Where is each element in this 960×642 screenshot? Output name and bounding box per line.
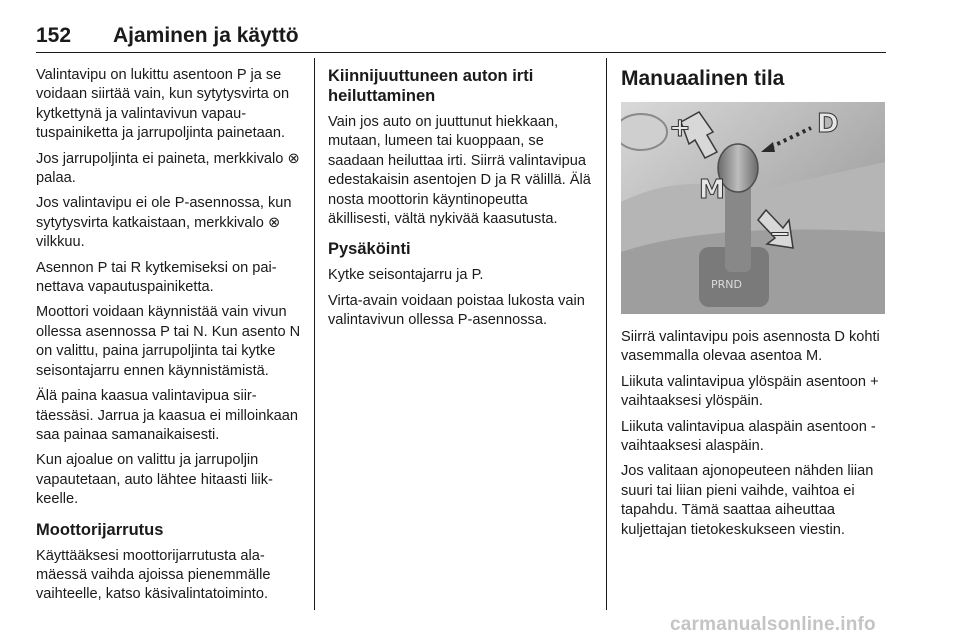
- paragraph: Vain jos auto on juuttunut hiekkaan, mutaan, lumeen tai kuoppaan, se saadaan heiluttaa irti. Siirrä valintavipua edestakaisin asentojen D ja R välillä. Älä nosta moottorin käyntinopeutta äkillisesti, vältä nykivää kaasutusta.: [328, 114, 591, 228]
- column-middle: [328, 66, 594, 337]
- paragraph: Moottori voidaan käynnistää vain vivun ollessa asennossa P tai N. Kun asento N on valittu, paina jarrupoljinta tai kytke seisontajarru ennen käynnistämistä.: [36, 304, 301, 379]
- section-heading-rocking: Kiinnijuuttuneen auton irti heiluttaminen: [328, 67, 534, 105]
- manual-symbol: M: [699, 175, 725, 205]
- paragraph: Liikuta valintavipua alaspäin asentoon - vaihtaaksesi alaspäin.: [621, 418, 876, 455]
- gate-label: PRND: [711, 278, 742, 291]
- minus-symbol: −: [769, 219, 791, 249]
- paragraph: Liikuta valintavipua ylöspäin asentoon + vaihtaaksesi ylöspäin.: [621, 373, 879, 410]
- column-divider: [606, 58, 607, 610]
- page-number: 152: [36, 24, 72, 47]
- gear-selector-illustration: [621, 102, 885, 314]
- plus-symbol: +: [669, 113, 691, 143]
- paragraph: Jos jarrupoljinta ei paineta, merkkivalo ⊗ palaa.: [36, 150, 300, 187]
- lever-boot: [725, 182, 751, 272]
- column-right: [621, 66, 891, 546]
- paragraph: Kun ajoalue on valittu ja jarrupoljin vapautetaan, auto lähtee hitaasti liikkeelle.: [36, 452, 273, 508]
- column-left: [36, 66, 304, 611]
- paragraph: Älä paina kaasua valintavipua siirtäessäsi. Jarrua ja kaasua ei milloinkaan saa painaa samanaikaisesti.: [36, 388, 299, 443]
- paragraph: Kytke seisontajarru ja P.: [328, 267, 484, 284]
- section-heading-manual-mode: Manuaalinen tila: [621, 67, 785, 90]
- paragraph: Jos valintavipu ei ole P-asennossa, kun sytytysvirta katkaistaan, merkkivalo ⊗ vilkkuu.: [36, 195, 292, 251]
- cupholder-icon: [621, 114, 667, 150]
- watermark: carmanualsonline.info: [670, 614, 876, 635]
- column-divider: [314, 58, 315, 610]
- page-title: Ajaminen ja käyttö: [113, 24, 299, 47]
- paragraph: Asennon P tai R kytkemiseksi on painettava vapautuspainiketta.: [36, 259, 277, 296]
- paragraph: Käyttääksesi moottorijarrutusta alamäessä vaihda ajoissa pienemmälle vaihteelle, katso käsivalintatoiminto.: [36, 547, 271, 603]
- page-header: [36, 22, 886, 53]
- section-heading-parking: Pysäköinti: [328, 240, 411, 259]
- section-heading-engine-brake: Moottorijarrutus: [36, 520, 164, 539]
- paragraph: Valintavipu on lukittu asentoon P ja se voidaan siirtää vain, kun sytytysvirta on kytkettynä ja valintavivun vapautuspainiketta ja jarrupoljinta painetaan.: [36, 67, 290, 142]
- paragraph: Jos valitaan ajonopeuteen nähden liian suuri tai liian pieni vaihde, vaihtoa ei tapahdu. Tämä saattaa aiheuttaa kuljettajan tietokeskukseen viestin.: [621, 463, 874, 538]
- paragraph: Virta-avain voidaan poistaa lukosta vain valintavivun ollessa P-asennossa.: [328, 292, 585, 329]
- paragraph: Siirrä valintavipu pois asennosta D kohti vasemmalla olevaa asentoa M.: [621, 329, 880, 365]
- drive-symbol: D: [817, 109, 839, 139]
